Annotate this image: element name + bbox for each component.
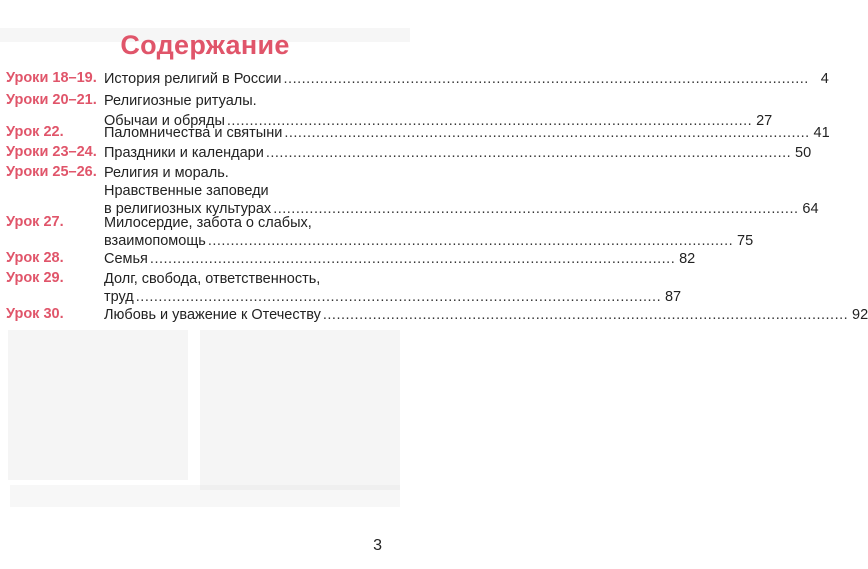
lesson-number: Уроки 20–21.: [6, 92, 97, 108]
entry-line: [104, 306, 868, 325]
leader-dots: ....................................................................................................................: [265, 145, 792, 161]
leader-dots: ....................................................................................................................: [322, 307, 849, 323]
entry-line: [104, 164, 372, 183]
entry-title: История религий в России: [104, 71, 282, 87]
entry-line: [104, 144, 812, 163]
entry-line: [104, 214, 372, 233]
entry-page-number: 50: [795, 145, 812, 161]
lesson-number: Урок 27.: [6, 214, 64, 230]
entry-title: Долг, свобода, ответственность,: [104, 271, 321, 287]
lesson-number: Урок 30.: [6, 306, 64, 322]
entry-title: Любовь и уважение к Отечеству: [104, 307, 321, 323]
leader-dots: ....................................................................................................................: [226, 113, 753, 129]
entry-line: [104, 92, 372, 111]
leader-dots: ....................................................................................................................: [273, 201, 799, 217]
entry-page-number: 4: [820, 71, 829, 87]
leader-dots: ....................................................................................................................: [149, 251, 676, 267]
entry-line: [104, 182, 372, 201]
entry-title: Паломничества и святыни: [104, 125, 283, 141]
entry-line: [104, 288, 682, 307]
lesson-number: Уроки 18–19.: [6, 70, 97, 86]
leader-dots: ....................................................................................................................: [207, 233, 734, 249]
entry-title: взаимопомощь: [104, 233, 206, 249]
entry-page-number: 87: [664, 289, 682, 305]
entry-title: Семья: [104, 251, 148, 267]
entry-page-number: 75: [737, 233, 754, 249]
entry-title: Религия и мораль.: [104, 165, 229, 181]
entry-title: Милосердие, забота о слабых,: [104, 215, 312, 231]
leader-dots: ....................................................................................................................: [284, 125, 810, 141]
entry-title: в религиозных культурах: [104, 201, 272, 217]
entry-page-number: 64: [802, 201, 819, 217]
lesson-number: Урок 28.: [6, 250, 64, 266]
entry-title: Нравственные заповеди: [104, 183, 269, 199]
entry-line: [104, 270, 372, 289]
lesson-number: Уроки 23–24.: [6, 144, 97, 160]
entry-line: [104, 232, 754, 251]
leader-dots: ....................................................................................................................: [283, 71, 809, 87]
show-through-caption: [10, 485, 400, 507]
lesson-number: Урок 22.: [6, 124, 64, 140]
entry-title: Обычаи и обряды: [104, 113, 225, 129]
entry-page-number: 82: [679, 251, 696, 267]
lesson-number: Уроки 25–26.: [6, 164, 97, 180]
lesson-number: Урок 29.: [6, 270, 64, 286]
entry-title: Религиозные ритуалы.: [104, 93, 257, 109]
entry-line: [104, 124, 830, 143]
page-title: Содержание: [120, 30, 290, 60]
show-through-image-left: [8, 330, 188, 480]
leader-dots: ....................................................................................................................: [135, 289, 662, 305]
entry-line: [104, 70, 829, 89]
show-through-image-right: [200, 330, 400, 490]
entry-page-number: 41: [813, 125, 830, 141]
entry-title: Праздники и календари: [104, 145, 264, 161]
entry-page-number: 27: [756, 113, 773, 129]
entry-page-number: 92: [852, 307, 868, 323]
entry-line: [104, 250, 696, 269]
page-number: 3: [373, 537, 382, 554]
entry-title: труд: [104, 289, 134, 305]
